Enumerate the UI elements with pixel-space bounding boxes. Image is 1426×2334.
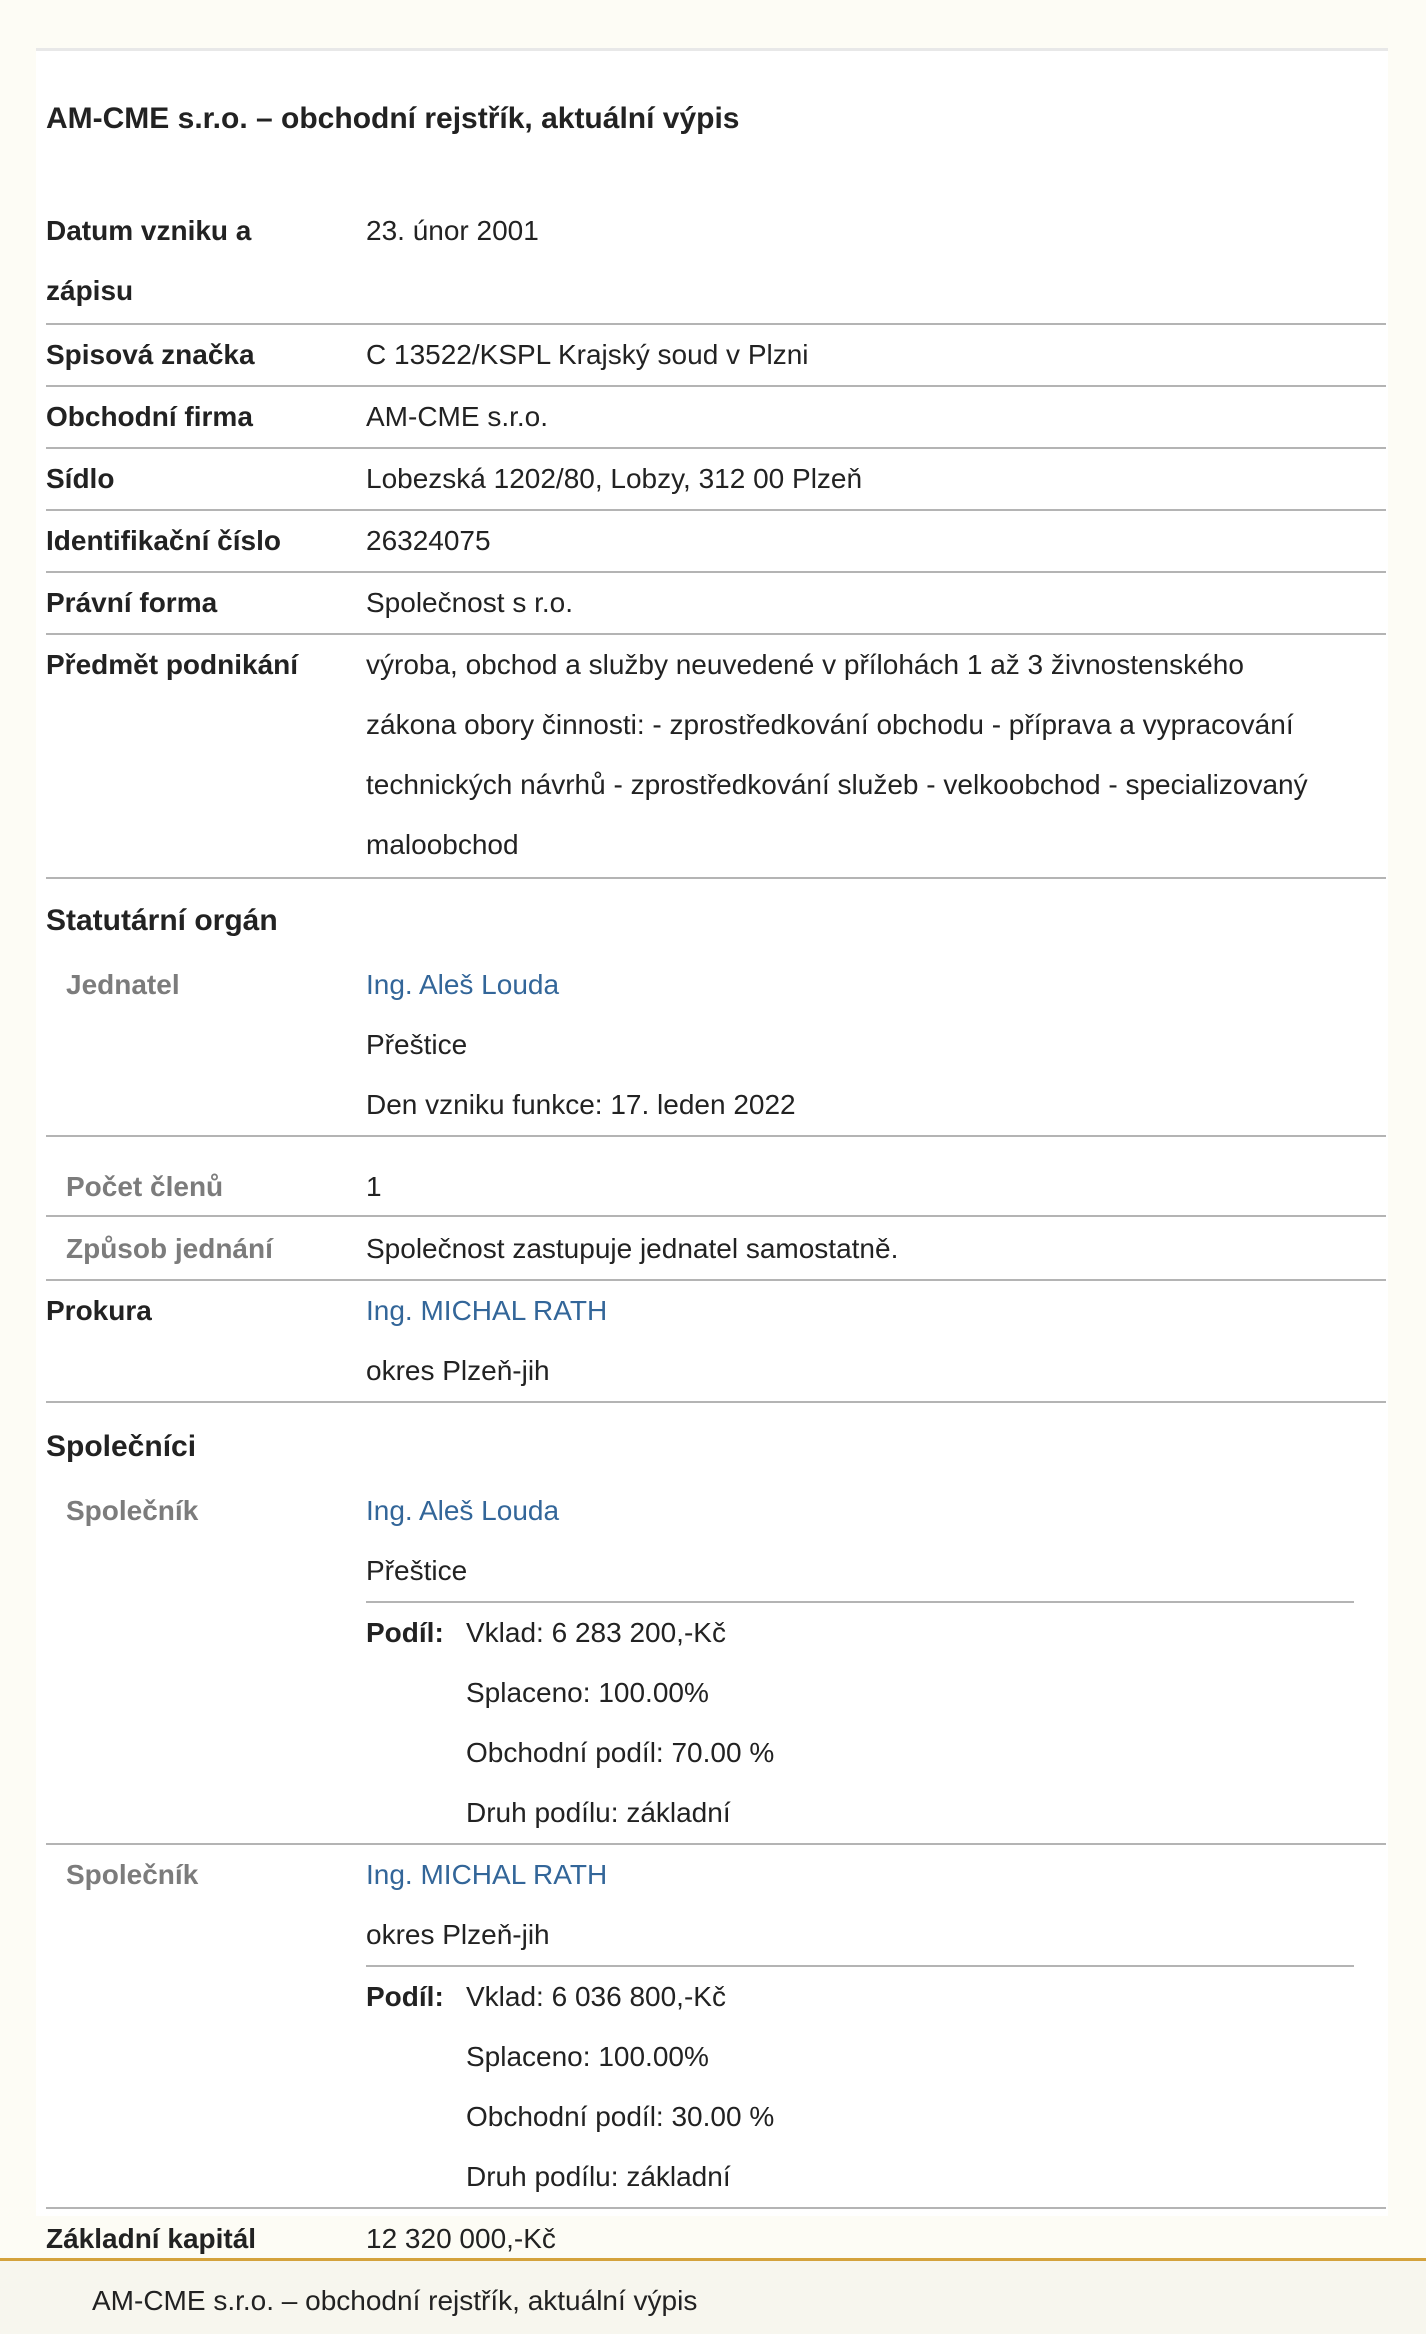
value-jednatel	[366, 955, 1386, 1135]
podil-block	[366, 1965, 1354, 2207]
row-spisova-znacka	[46, 325, 1386, 387]
value-predmet-podnikani	[366, 635, 1386, 875]
podil-splaceno: Splaceno: 100.00%	[466, 1677, 709, 1708]
label-pocet-clenu: Počet členů	[66, 1171, 224, 1202]
label-spolecnik: Společník	[66, 1859, 199, 1890]
label-zakladni-kapital: Základní kapitál	[46, 2223, 257, 2254]
spolecnik-place: Přeštice	[366, 1555, 468, 1586]
podil-obchodni: Obchodní podíl: 30.00 %	[466, 2101, 775, 2132]
value-pocet-clenu: 1	[366, 1171, 382, 1202]
label-datum-vzniku	[46, 201, 346, 321]
prokura-place: okres Plzeň-jih	[366, 1355, 550, 1386]
spolecnik-name-link[interactable]: Ing. Aleš Louda	[366, 1495, 560, 1526]
value-obchodni-firma: AM-CME s.r.o.	[366, 401, 549, 432]
podil-vklad: Vklad: 6 283 200,-Kč	[466, 1617, 726, 1648]
page-title: AM-CME s.r.o. – obchodní rejstřík, aktuální výpis	[46, 102, 740, 135]
podil-block	[366, 1601, 1354, 1843]
value-zpusob-jednani: Společnost zastupuje jednatel samostatně.	[366, 1233, 899, 1264]
jednatel-name-link[interactable]: Ing. Aleš Louda	[366, 969, 560, 1000]
value-spolecnik	[366, 1845, 1386, 1965]
podil-label: Podíl:	[366, 1617, 444, 1648]
label-jednatel: Jednatel	[66, 969, 180, 1000]
value-prokura	[366, 1281, 1386, 1401]
row-obchodni-firma	[46, 387, 1386, 449]
label-spolecnik: Společník	[66, 1495, 199, 1526]
section-spolecnici: Společníci	[46, 1430, 197, 1463]
value-spisova-znacka: C 13522/KSPL Krajský soud v Plzni	[366, 339, 809, 370]
predmet-line: výroba, obchod a služby neuvedené v přílohách 1 až 3 živnostenského	[366, 649, 1244, 680]
prokura-name-link[interactable]: Ing. MICHAL RATH	[366, 1295, 608, 1326]
value-identifikacni-cislo: 26324075	[366, 525, 491, 556]
value-datum-vzniku: 23. únor 2001	[366, 215, 539, 246]
row-predmet-podnikani	[46, 635, 1386, 879]
label-datum-line1: Datum vzniku a	[46, 215, 252, 246]
footer-text: AM-CME s.r.o. – obchodní rejstřík, aktuální výpis	[92, 2285, 698, 2316]
page-footer	[0, 2258, 1426, 2334]
label-zpusob-jednani: Způsob jednání	[66, 1233, 273, 1264]
label-datum-line2: zápisu	[46, 275, 134, 306]
row-spolecnik	[46, 1481, 1386, 1845]
value-spolecnik	[366, 1481, 1386, 1601]
register-extract-card	[36, 48, 1388, 2254]
value-pravni-forma: Společnost s r.o.	[366, 587, 574, 618]
row-sidlo	[46, 449, 1386, 511]
row-pocet-clenu	[46, 1157, 1386, 1217]
podil-label: Podíl:	[366, 1981, 444, 2012]
podil-druh: Druh podílu: základní	[466, 2161, 731, 2192]
podil-druh: Druh podílu: základní	[466, 1797, 731, 1828]
value-zakladni-kapital: 12 320 000,-Kč	[366, 2223, 556, 2254]
podil-obchodni: Obchodní podíl: 70.00 %	[466, 1737, 775, 1768]
label-spisova-znacka: Spisová značka	[46, 339, 255, 370]
predmet-line: zákona obory činnosti: - zprostředkování obchodu - příprava a vypracování	[366, 709, 1294, 740]
value-sidlo: Lobezská 1202/80, Lobzy, 312 00 Plzeň	[366, 463, 863, 494]
predmet-line: technických návrhů - zprostředkování služeb - velkoobchod - specializovaný	[366, 769, 1308, 800]
podil-splaceno: Splaceno: 100.00%	[466, 2041, 709, 2072]
row-prokura	[46, 1281, 1386, 1403]
jednatel-place: Přeštice	[366, 1029, 468, 1060]
podil-values	[466, 1967, 774, 2207]
row-pravni-forma	[46, 573, 1386, 635]
label-obchodni-firma: Obchodní firma	[46, 401, 253, 432]
label-predmet-podnikani: Předmět podnikání	[46, 649, 299, 680]
label-prokura: Prokura	[46, 1295, 152, 1326]
row-zpusob-jednani	[46, 1219, 1386, 1281]
label-identifikacni-cislo: Identifikační číslo	[46, 525, 281, 556]
row-jednatel	[46, 955, 1386, 1137]
row-spolecnik	[46, 1845, 1386, 2209]
label-pravni-forma: Právní forma	[46, 587, 218, 618]
row-identifikacni-cislo	[46, 511, 1386, 573]
predmet-line: maloobchod	[366, 829, 519, 860]
spolecnik-name-link[interactable]: Ing. MICHAL RATH	[366, 1859, 608, 1890]
podil-vklad: Vklad: 6 036 800,-Kč	[466, 1981, 726, 2012]
label-sidlo: Sídlo	[46, 463, 115, 494]
section-statutarni-organ: Statutární orgán	[46, 904, 278, 937]
spolecnik-place: okres Plzeň-jih	[366, 1919, 550, 1950]
jednatel-since: Den vzniku funkce: 17. leden 2022	[366, 1089, 796, 1120]
podil-values	[466, 1603, 774, 1843]
row-datum-vzniku	[46, 201, 1386, 325]
